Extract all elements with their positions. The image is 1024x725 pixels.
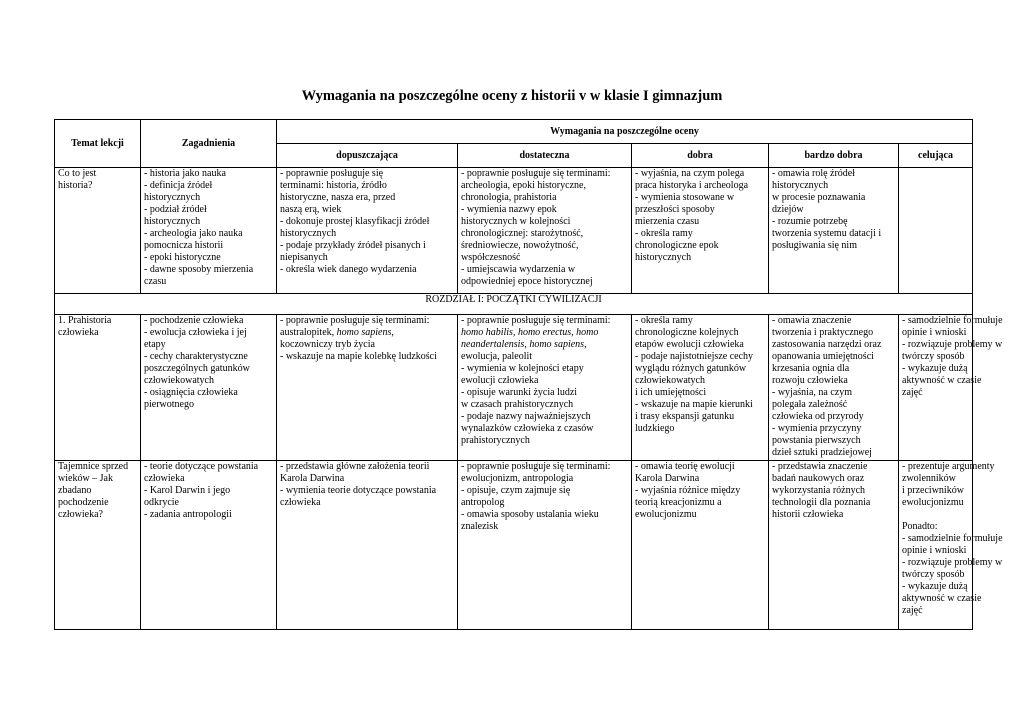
- cell-line: krzesania ognia dla: [772, 363, 850, 374]
- cell-line: dziejów: [772, 204, 804, 215]
- cell-line: wyglądu różnych gatunków: [635, 363, 747, 374]
- cell-line: ludzkiego: [635, 423, 675, 434]
- cell-line: historycznych: [144, 216, 201, 227]
- cell-line: praca historyka i archeologa: [635, 180, 749, 191]
- cell-line: - poprawnie posługuje się terminami:: [461, 315, 611, 326]
- cell-line: - wymienia stosowane w: [635, 192, 735, 203]
- cell-line: dzieł sztuki pradziejowej: [772, 447, 872, 458]
- cell-line: - umiejscawia wydarzenia w: [461, 264, 576, 275]
- cell-line: [280, 327, 454, 339]
- cell-line: - wyjaśnia różnice między: [635, 485, 741, 496]
- cell-line: etapów ewolucji człowieka: [635, 339, 744, 350]
- header-requirements-group: Wymagania na poszczególne oceny: [277, 120, 973, 144]
- page-title: Wymagania na poszczególne oceny z historii v w klasie I gimnazjum: [301, 88, 723, 104]
- cell-line: czasu: [144, 276, 167, 287]
- cell-line: - poprawnie posługuje się terminami:: [461, 168, 611, 179]
- cell-line: człowieka: [58, 327, 99, 338]
- cell-line: w czasach prahistorycznych: [461, 399, 574, 410]
- cell-line: - podaje przykłady źródeł pisanych i: [280, 240, 426, 251]
- cell-line: - rozumie potrzebę: [772, 216, 848, 227]
- italic-term: homo sapiens: [529, 339, 585, 350]
- cell-line: ewolucjonizmu: [635, 509, 697, 520]
- italic-term: neandertalensis: [461, 339, 525, 350]
- table-row: [55, 168, 973, 294]
- requirements-table: [54, 119, 1003, 630]
- cell-issues: [141, 461, 277, 630]
- cell-line: - określa ramy: [635, 315, 693, 326]
- text-run: ,: [584, 339, 587, 350]
- cell-line: tworzenia i praktycznego: [772, 327, 874, 338]
- cell-line: chronologiczne kolejnych: [635, 327, 739, 338]
- header-grade-dopuszczajaca: dopuszczająca: [277, 144, 458, 168]
- italic-term: homo habilis, homo erectus, homo: [461, 327, 599, 338]
- cell-line: poszczególnych gatunków: [144, 363, 250, 374]
- text-run: ,: [524, 339, 530, 350]
- cell-line: - omawia rolę źródeł: [772, 168, 856, 179]
- cell-line: w procesie poznawania: [772, 192, 866, 203]
- cell-line: człowieka: [280, 497, 321, 508]
- cell-cel: [899, 168, 973, 294]
- cell-line: chronologiczne epok: [635, 240, 719, 251]
- cell-line: historycznych: [635, 252, 692, 263]
- cell-line: - rozwiązuje problemy w: [902, 557, 1003, 568]
- cell-topic: [55, 315, 141, 461]
- cell-line: - wykazuje dużą: [902, 363, 968, 374]
- cell-line: i ich umiejętności: [635, 387, 707, 398]
- cell-line: odpowiedniej epoce historycznej: [461, 276, 593, 287]
- cell-line: ewolucjonizm, antropologia: [461, 473, 574, 484]
- header-grade-celujaca: celująca: [899, 144, 973, 168]
- cell-line: badań naukowych oraz: [772, 473, 865, 484]
- cell-line: zastosowania narzędzi oraz: [772, 339, 882, 350]
- cell-line: - omawia znaczenie: [772, 315, 852, 326]
- cell-line: opanowania umiejętności: [772, 351, 874, 362]
- cell-line: opinie i wnioski: [902, 327, 967, 338]
- section-row: [55, 294, 973, 315]
- cell-line: znalezisk: [461, 521, 499, 532]
- cell-line: człowieka?: [58, 509, 103, 520]
- cell-line: historycznych w kolejności: [461, 216, 571, 227]
- cell-line: człowiekowatych: [635, 375, 705, 386]
- cell-line: historycznych: [144, 192, 201, 203]
- cell-line: - archeologia jako nauka: [144, 228, 243, 239]
- cell-line: [461, 339, 628, 351]
- cell-line: - wymienia nazwy epok: [461, 204, 557, 215]
- cell-line: - wyjaśnia, na czym polega: [635, 168, 745, 179]
- cell-line: opinie i wnioski: [902, 545, 967, 556]
- cell-bdb: [769, 168, 899, 294]
- header-grade-dostateczna: dostateczna: [458, 144, 632, 168]
- cell-line: Tajemnice sprzed: [58, 461, 129, 472]
- cell-line: twórczy sposób: [902, 351, 965, 362]
- cell-line: pierwotnego: [144, 399, 194, 410]
- cell-line: - wymienia w kolejności etapy: [461, 363, 584, 374]
- cell-line: archeologia, epoki historyczne,: [461, 180, 586, 191]
- cell-dost: [458, 168, 632, 294]
- cell-line: - podział źródeł: [144, 204, 207, 215]
- cell-line: pochodzenie: [58, 497, 109, 508]
- cell-line: - osiągnięcia człowieka: [144, 387, 238, 398]
- cell-line: - przedstawia główne założenia teorii: [280, 461, 430, 472]
- cell-line: historyczne, nasza era, przed: [280, 192, 396, 203]
- cell-line: - omawia teorię ewolucji: [635, 461, 735, 472]
- cell-line: - podaje nazwy najważniejszych: [461, 411, 591, 422]
- cell-line: polegała zależność: [772, 399, 848, 410]
- cell-dop: [277, 315, 458, 461]
- cell-line: zbadano: [58, 485, 92, 496]
- italic-term: homo sapiens: [336, 327, 392, 338]
- cell-line: zajęć: [902, 605, 923, 616]
- cell-line: tworzenia systemu datacji i: [772, 228, 882, 239]
- cell-line: chronologia, prahistoria: [461, 192, 557, 203]
- cell-dost: [458, 315, 632, 461]
- cell-line: - dokonuje prostej klasyfikacji źródeł: [280, 216, 430, 227]
- cell-line: - Karol Darwin i jego: [144, 485, 231, 496]
- cell-line: współczesność: [461, 252, 521, 263]
- cell-line: - teorie dotyczące powstania: [144, 461, 259, 472]
- cell-line: aktywność w czasie: [902, 375, 982, 386]
- cell-line: średniowiecze, nowożytność,: [461, 240, 579, 251]
- table-row: [55, 461, 973, 630]
- cell-line: przeszłości sposoby: [635, 204, 715, 215]
- cell-line: zwolenników: [902, 473, 956, 484]
- cell-line: etapy: [144, 339, 166, 350]
- cell-line: Karola Darwina: [635, 473, 700, 484]
- cell-cel: [899, 315, 1003, 461]
- cell-line: naszą erą, wiek: [280, 204, 342, 215]
- cell-dost: [458, 461, 632, 630]
- header-grade-bardzo-dobra: bardzo dobra: [769, 144, 899, 168]
- cell-line: - rozwiązuje problemy w: [902, 339, 1003, 350]
- cell-line: chronologicznej: starożytność,: [461, 228, 584, 239]
- cell-line: terminami: historia, źródło: [280, 180, 387, 191]
- cell-cel: [899, 461, 1003, 630]
- cell-line: - samodzielnie formułuje: [902, 533, 1003, 544]
- cell-line: odkrycie: [144, 497, 179, 508]
- cell-line: - określa wiek danego wydarzenia: [280, 264, 417, 275]
- cell-line: 1. Prahistoria: [58, 315, 112, 326]
- cell-dobra: [632, 461, 769, 630]
- cell-line: zajęć: [902, 387, 923, 398]
- cell-line: - poprawnie posługuje się terminami:: [461, 461, 611, 472]
- cell-line: aktywność w czasie: [902, 593, 982, 604]
- cell-line: - zadania antropologii: [144, 509, 232, 520]
- cell-line: - prezentuje argumenty: [902, 461, 995, 472]
- cell-line: niepisanych: [280, 252, 328, 263]
- cell-line: - wykazuje dużą: [902, 581, 968, 592]
- cell-line: - ewolucja człowieka i jej: [144, 327, 247, 338]
- cell-line: - cechy charakterystyczne: [144, 351, 248, 362]
- cell-line: - wymienia przyczyny: [772, 423, 862, 434]
- cell-line: - samodzielnie formułuje: [902, 315, 1003, 326]
- cell-line: historii człowieka: [772, 509, 844, 520]
- cell-dop: [277, 168, 458, 294]
- cell-line: człowieka: [144, 473, 185, 484]
- cell-line: rozwoju człowieka: [772, 375, 848, 386]
- cell-line: - omawia sposoby ustalania wieku: [461, 509, 599, 520]
- cell-line: człowiekowatych: [144, 375, 214, 386]
- text-run: australopitek,: [280, 327, 337, 338]
- cell-line: historycznych: [280, 228, 337, 239]
- cell-line: - opisuje, czym zajmuje się: [461, 485, 571, 496]
- cell-line: - poprawnie posługuje się: [280, 168, 384, 179]
- cell-line: koczowniczy tryb życia: [280, 339, 375, 350]
- header-topic: Temat lekcji: [55, 120, 141, 168]
- cell-line: [902, 509, 969, 521]
- cell-line: - określa ramy: [635, 228, 693, 239]
- cell-line: historycznych: [772, 180, 829, 191]
- cell-topic: [55, 461, 141, 630]
- cell-line: - definicja źródeł: [144, 180, 213, 191]
- cell-line: - opisuje warunki życia ludzi: [461, 387, 578, 398]
- section-title: ROZDZIAŁ I: POCZĄTKI CYWILIZACJI: [55, 294, 973, 315]
- cell-line: - poprawnie posługuje się terminami:: [280, 315, 430, 326]
- cell-issues: [141, 315, 277, 461]
- cell-line: - pochodzenie człowieka: [144, 315, 244, 326]
- cell-line: ewolucjonizmu: [902, 497, 964, 508]
- header-grade-dobra: dobra: [632, 144, 769, 168]
- cell-line: - historia jako nauka: [144, 168, 226, 179]
- cell-line: prahistorycznych: [461, 435, 530, 446]
- table-row: [55, 315, 973, 461]
- cell-topic: [55, 168, 141, 294]
- cell-line: - wskazuje na mapie kolebkę ludzkości: [280, 351, 437, 362]
- cell-dop: [277, 461, 458, 630]
- cell-bdb: [769, 315, 899, 461]
- cell-line: ewolucja, paleolit: [461, 351, 533, 362]
- cell-line: mierzenia czasu: [635, 216, 700, 227]
- cell-line: posługiwania się nim: [772, 240, 857, 251]
- cell-line: i trasy ekspansji gatunku: [635, 411, 735, 422]
- text-run: ,: [391, 327, 394, 338]
- cell-line: - wskazuje na mapie kierunki: [635, 399, 753, 410]
- cell-line: powstania pierwszych: [772, 435, 861, 446]
- cell-line: twórczy sposób: [902, 569, 965, 580]
- cell-line: technologii dla poznania: [772, 497, 871, 508]
- cell-line: i przeciwników: [902, 485, 964, 496]
- cell-line: - wyjaśnia, na czym: [772, 387, 852, 398]
- cell-line: historia?: [58, 180, 93, 191]
- cell-bdb: [769, 461, 899, 630]
- cell-line: człowieka od przyrody: [772, 411, 864, 422]
- cell-dobra: [632, 315, 769, 461]
- cell-line: wynalazków człowieka z czasów: [461, 423, 594, 434]
- cell-line: teorią kreacjonizmu a: [635, 497, 722, 508]
- cell-dobra: [632, 168, 769, 294]
- cell-issues: [141, 168, 277, 294]
- cell-line: antropolog: [461, 497, 505, 508]
- cell-line: Co to jest: [58, 168, 97, 179]
- cell-line: Ponadto:: [902, 521, 938, 532]
- cell-line: ewolucji człowieka: [461, 375, 539, 386]
- cell-line: Karola Darwina: [280, 473, 345, 484]
- cell-line: wieków – Jak: [58, 473, 113, 484]
- cell-line: - przedstawia znaczenie: [772, 461, 868, 472]
- cell-line: - podaje najistotniejsze cechy: [635, 351, 754, 362]
- cell-line: wykorzystania różnych: [772, 485, 866, 496]
- cell-line: - epoki historyczne: [144, 252, 221, 263]
- cell-line: - wymienia teorie dotyczące powstania: [280, 485, 437, 496]
- header-issues: Zagadnienia: [141, 120, 277, 168]
- cell-line: - dawne sposoby mierzenia: [144, 264, 254, 275]
- cell-line: pomocnicza historii: [144, 240, 224, 251]
